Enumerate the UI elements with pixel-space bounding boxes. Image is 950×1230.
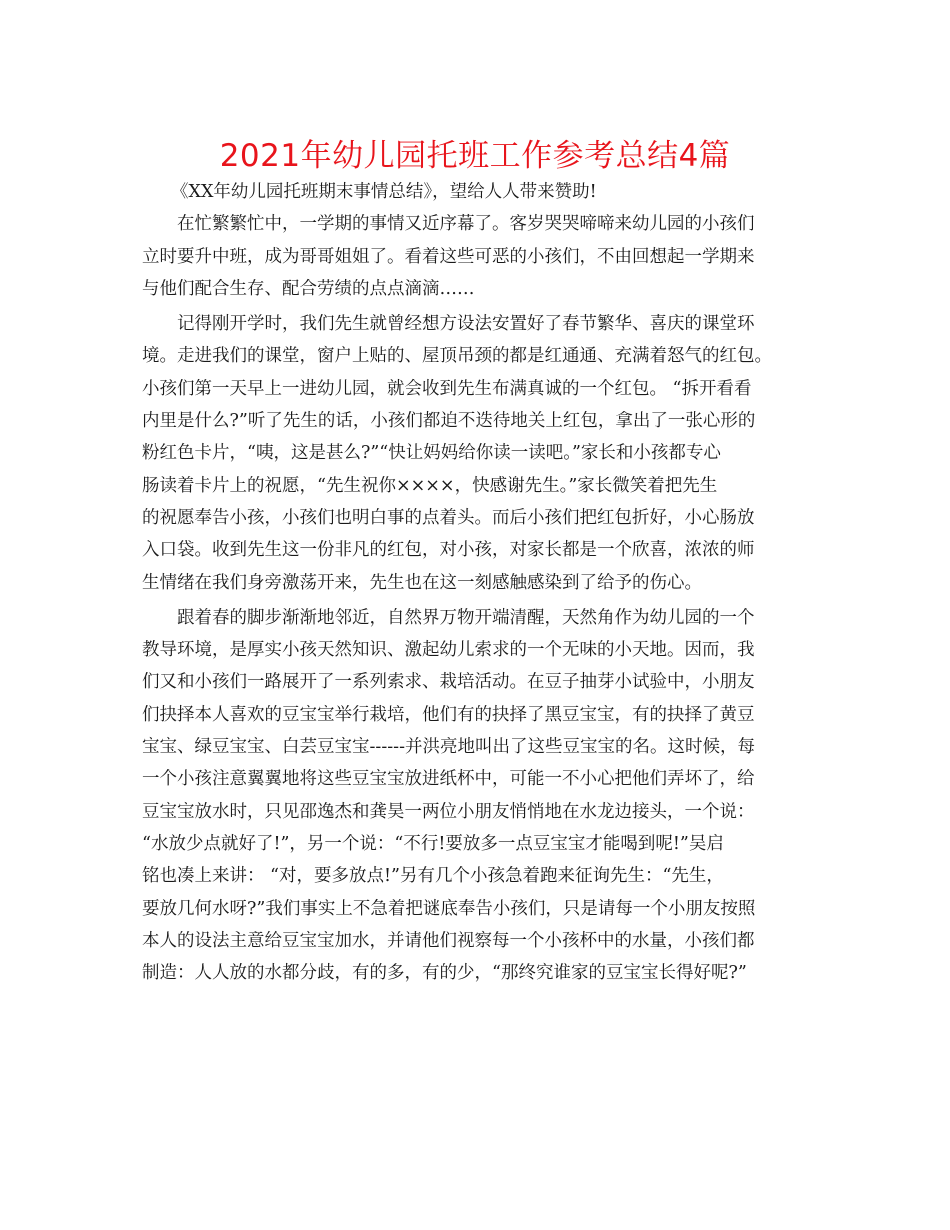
- paragraph-3-line-4: 们抉择本人喜欢的豆宝宝举行栽培，他们有的抉择了黑豆宝宝，有的抉择了黄豆: [142, 704, 755, 725]
- paragraph-3-line-3: 们又和小孩们一路展开了一系列索求、栽培活动。在豆子抽芽小试验中，小朋友: [142, 672, 755, 693]
- paragraph-3-line-5: 宝宝、绿豆宝宝、白芸豆宝宝------并洪亮地叫出了这些豆宝宝的名。这时候，每: [142, 737, 755, 758]
- paragraph-2-line-4: 内里是什么?”听了先生的话，小孩们都迫不迭待地关上红包，拿出了一张心形的: [142, 411, 756, 432]
- paragraph-1-line-3: 与他们配合生存、配合劳绩的点点滴滴……: [142, 278, 475, 299]
- paragraph-2-line-6: 肠读着卡片上的祝愿，“先生祝你××××，快感谢先生。”家长微笑着把先生: [142, 475, 718, 496]
- paragraph-3-line-1: 跟着春的脚步渐渐地邻近，自然界万物开端清醒，天然角作为幼儿园的一个: [142, 607, 755, 628]
- paragraph-2-line-2: 境。走进我们的课堂，窗户上贴的、屋顶吊颈的都是红通通、充满着怒气的红包。: [142, 346, 772, 367]
- paragraph-1-line-2: 立时要升中班，成为哥哥姐姐了。看着这些可恶的小孩们，不由回想起一学期来: [142, 246, 755, 267]
- paragraph-3-line-2: 教导环境，是厚实小孩天然知识、激起幼儿索求的一个无味的小天地。因而，我: [142, 640, 755, 661]
- paragraph-3-line-10: 要放几何水呀?”我们事实上不急着把谜底奉告小孩们，只是请每一个小朋友按照: [142, 898, 756, 919]
- paragraph-3-line-9: 铭也凑上来讲： “对，要多放点!”另有几个小孩急着跑来征询先生：“先生，: [142, 866, 724, 887]
- document-title: 2021年幼儿园托班工作参考总结4篇: [219, 138, 731, 174]
- intro-line: 《XX年幼儿园托班期末事情总结》，望给人人带来赞助!: [171, 182, 597, 202]
- paragraph-3-line-8: “水放少点就好了!”，另一个说：“不行!要放多一点豆宝宝才能喝到呢!”吴启: [142, 833, 724, 854]
- document-body: [142, 176, 812, 989]
- paragraph-2-line-7: 的祝愿奉告小孩，小孩们也明白事的点着头。而后小孩们把红包折好，小心肠放: [142, 507, 755, 528]
- paragraph-2-line-3: 小孩们第一天早上一进幼儿园，就会收到先生布满真诚的一个红包。 “拆开看看: [142, 378, 752, 399]
- paragraph-2-line-8: 入口袋。收到先生这一份非凡的红包，对小孩，对家长都是一个欣喜，浓浓的师: [142, 540, 755, 561]
- paragraph-3-line-7: 豆宝宝放水时，只见邵逸杰和龚昊一两位小朋友悄悄地在水龙边接头，一个说：: [142, 801, 755, 822]
- paragraph-2-line-9: 生情绪在我们身旁激荡开来，先生也在这一刻感触感染到了给予的伤心。: [142, 572, 702, 593]
- paragraph-1-line-1: 在忙繁繁忙中，一学期的事情又近序幕了。客岁哭哭啼啼来幼儿园的小孩们: [142, 214, 755, 235]
- paragraph-3-line-6: 一个小孩注意翼翼地将这些豆宝宝放进纸杯中，可能一不小心把他们弄坏了，给: [142, 769, 755, 790]
- paragraph-3-line-11: 本人的设法主意给豆宝宝加水，并请他们视察每一个小孩杯中的水量，小孩们都: [142, 930, 755, 951]
- paragraph-3-line-12: 制造：人人放的水都分歧，有的多，有的少，“那终究谁家的豆宝宝长得好呢?”: [142, 963, 747, 984]
- paragraph-2-line-5: 粉红色卡片，“咦，这是甚么?”“快让妈妈给你读一读吧。”家长和小孩都专心: [142, 443, 721, 464]
- paragraph-2-line-1: 记得刚开学时，我们先生就曾经想方设法安置好了春节繁华、喜庆的课堂环: [142, 314, 755, 335]
